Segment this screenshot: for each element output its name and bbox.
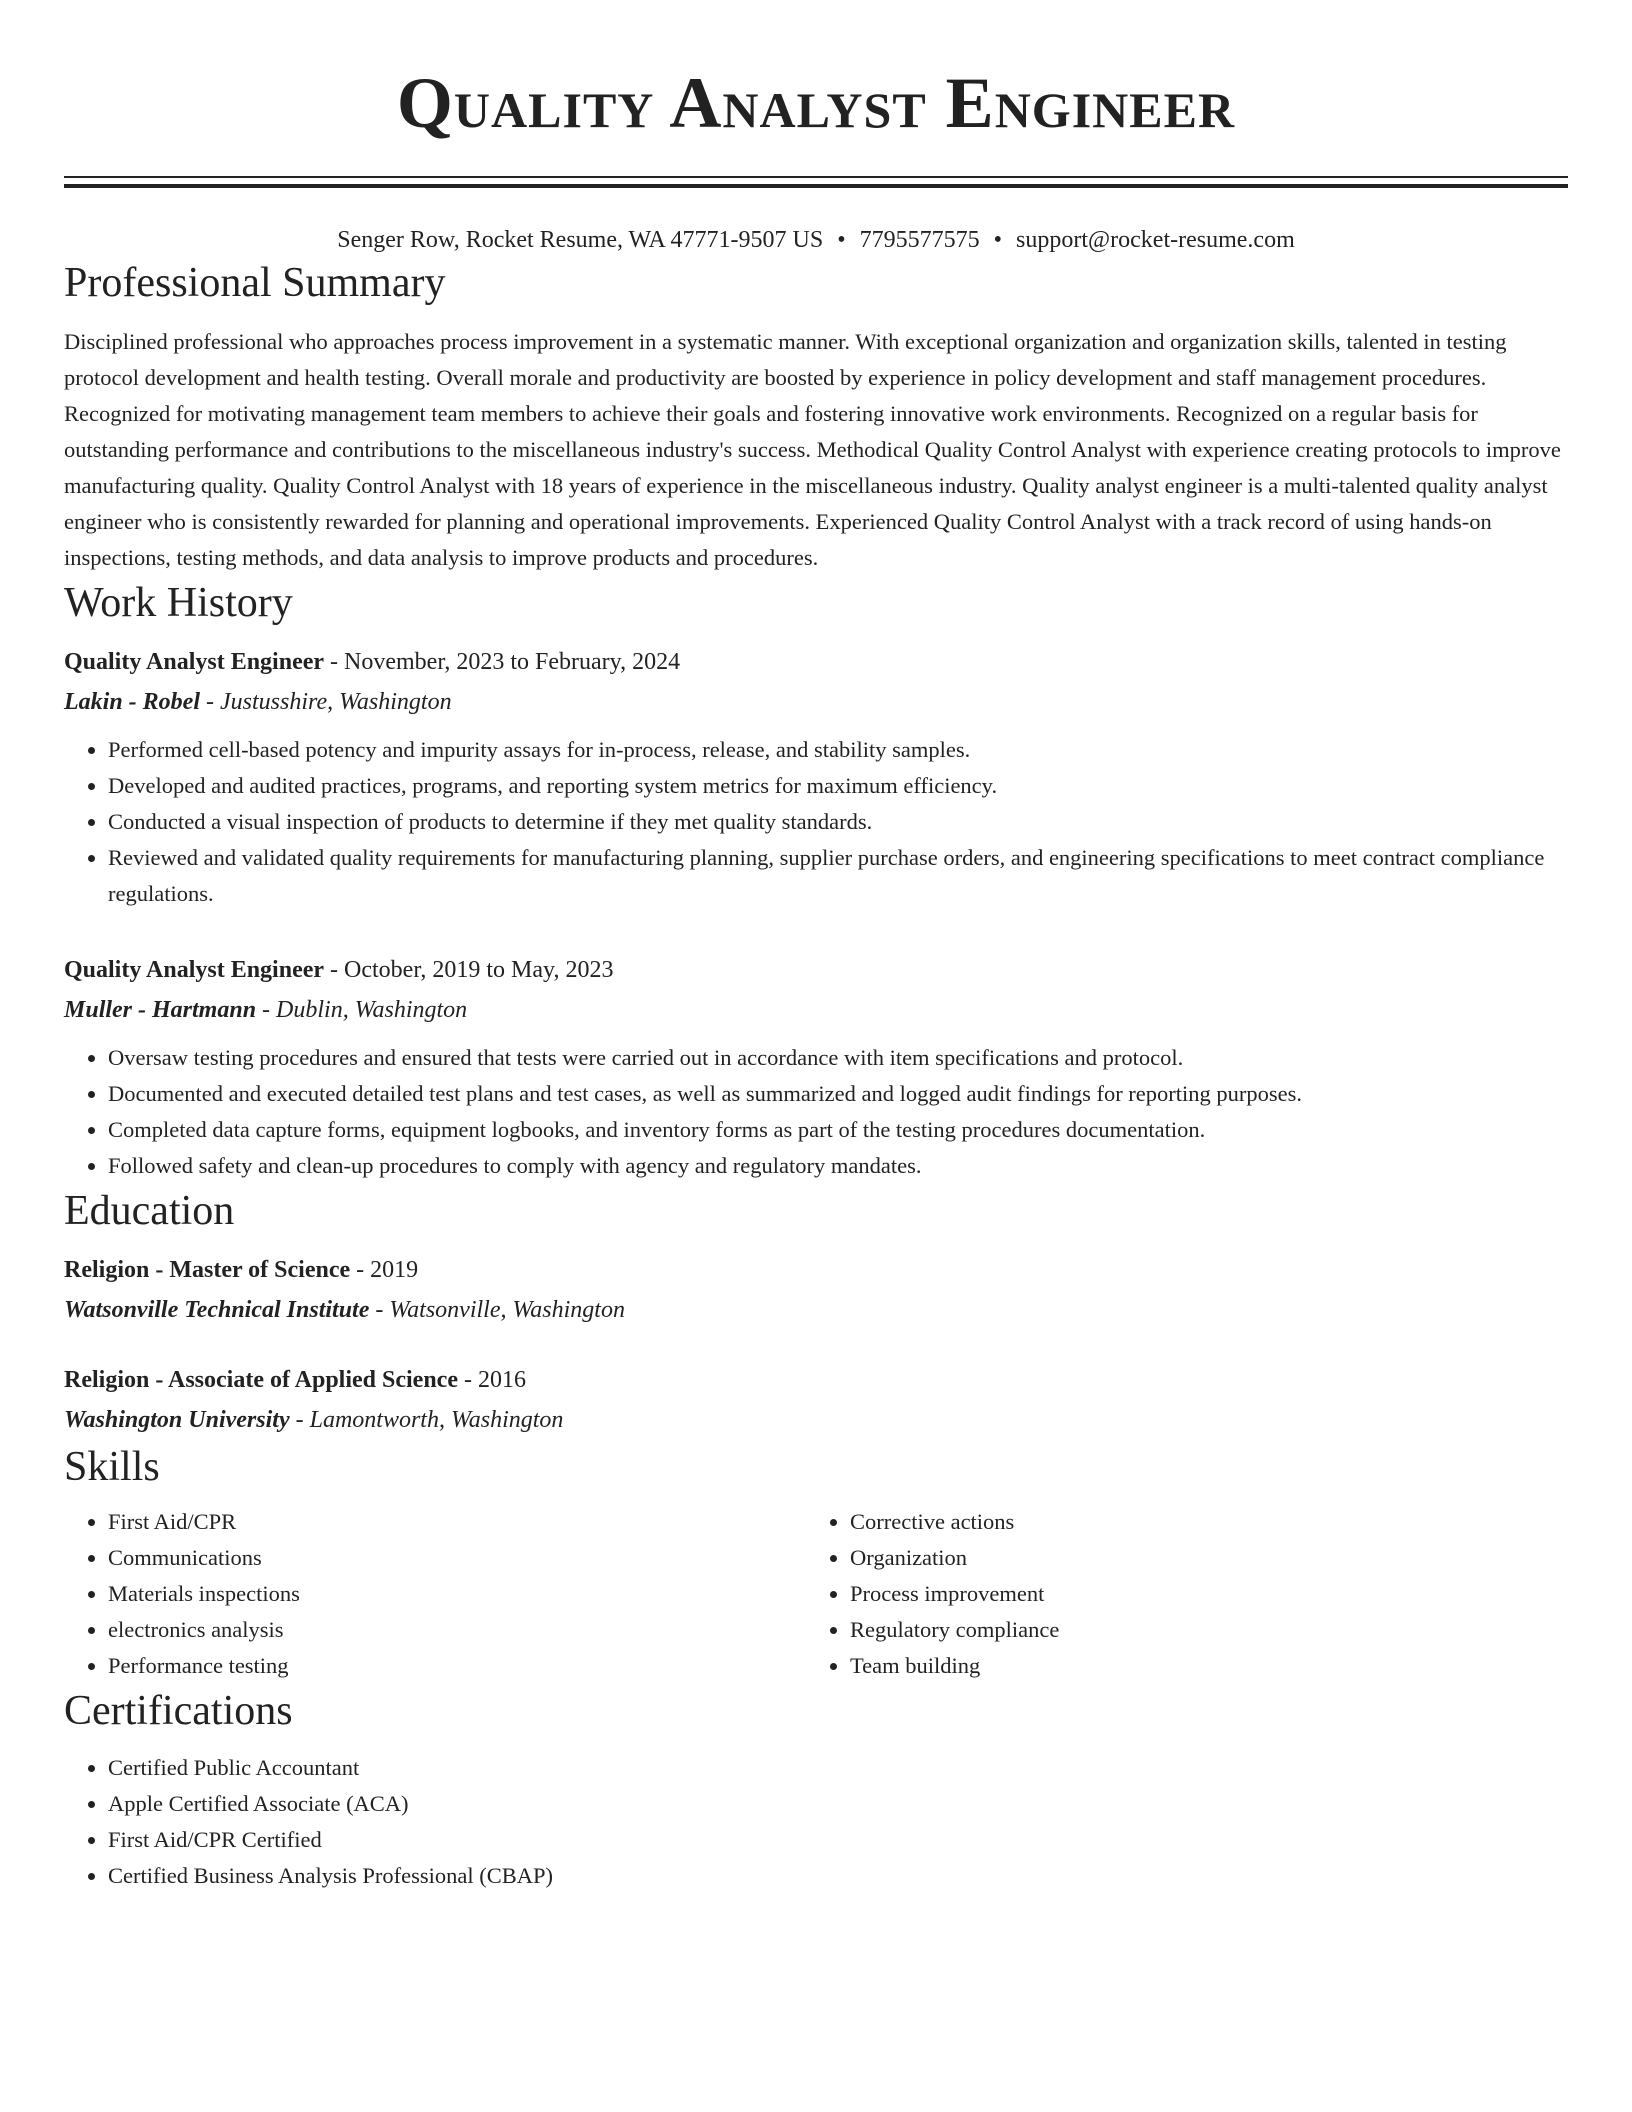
skill-item: • Organization <box>850 1540 1548 1576</box>
skill-item: • First Aid/CPR <box>108 1504 806 1540</box>
education-school-line <box>64 1290 1568 1330</box>
certifications <box>64 1750 1568 1894</box>
section-title-skills: Skills <box>64 1444 160 1490</box>
section-title-education: Education <box>64 1188 235 1234</box>
education-school-line <box>64 1400 1568 1440</box>
education-year: - 2019 <box>350 1257 419 1283</box>
certification-item: • Certified Public Accountant <box>108 1750 1568 1786</box>
job-heading <box>64 642 1568 682</box>
job-bullets <box>64 1040 1568 1184</box>
skill-item: • Communications <box>108 1540 806 1576</box>
job-bullet: • Developed and audited practices, programs, and reporting system metrics for maximum efficiency. <box>108 768 1568 804</box>
contact-address: Senger Row, Rocket Resume, WA 47771-9507 US <box>337 227 824 253</box>
certifications-list <box>64 1750 1568 1894</box>
skills-columns <box>64 1504 1568 1684</box>
education-degree: Religion - Master of Science <box>64 1257 351 1283</box>
job-bullet: • Oversaw testing procedures and ensured that tests were carried out in accordance with item specifications and protocol. <box>108 1040 1568 1076</box>
contact-line <box>64 224 1568 256</box>
education-entry <box>64 1360 1568 1440</box>
certification-item: • Certified Business Analysis Professional (CBAP) <box>108 1858 1568 1894</box>
education-entry <box>64 1250 1568 1330</box>
job-bullet: • Reviewed and validated quality requirements for manufacturing planning, supplier purchase orders, and engineering specifications to meet contract compliance regulations. <box>108 840 1568 912</box>
job-bullets <box>64 732 1568 912</box>
section-title-work-history: Work History <box>64 580 293 626</box>
job-location: - Dublin, Washington <box>256 997 468 1023</box>
job-employer: Muller - Hartmann <box>64 997 257 1023</box>
skills-list <box>806 1504 1548 1684</box>
skill-item: • Materials inspections <box>108 1576 806 1612</box>
job-bullet: • Documented and executed detailed test plans and test cases, as well as summarized and logged audit findings for reporting purposes. <box>108 1076 1568 1112</box>
education-heading <box>64 1360 1568 1400</box>
job-dates: - October, 2019 to May, 2023 <box>324 957 614 983</box>
contact-separator: • <box>993 227 1003 253</box>
job-bullet: • Followed safety and clean-up procedures to comply with agency and regulatory mandates. <box>108 1148 1568 1184</box>
job-employer: Lakin - Robel <box>64 689 200 715</box>
job-role: Quality Analyst Engineer <box>64 649 325 675</box>
skill-item: • Performance testing <box>108 1648 806 1684</box>
job-entry <box>64 950 1568 1184</box>
section-title-certifications: Certifications <box>64 1688 293 1734</box>
job-entry <box>64 642 1568 912</box>
education-school: Watsonville Technical Institute <box>64 1297 370 1323</box>
education-location: - Watsonville, Washington <box>369 1297 625 1323</box>
skill-item: • Corrective actions <box>850 1504 1548 1540</box>
job-employer-line <box>64 682 1568 722</box>
certification-item: • Apple Certified Associate (ACA) <box>108 1786 1568 1822</box>
education-degree: Religion - Associate of Applied Science <box>64 1367 458 1393</box>
job-bullet: • Completed data capture forms, equipment logbooks, and inventory forms as part of the testing procedures documentation. <box>108 1112 1568 1148</box>
skill-item: • Process improvement <box>850 1576 1548 1612</box>
job-employer-line <box>64 990 1568 1030</box>
education-heading <box>64 1250 1568 1290</box>
contact-email: support@rocket-resume.com <box>1016 227 1295 253</box>
contact-separator: • <box>837 227 846 253</box>
skill-item: • Team building <box>850 1648 1548 1684</box>
education-year: - 2016 <box>457 1367 526 1393</box>
summary-text: Disciplined professional who approaches process improvement in a systematic manner. With exceptional organization and organization skills, talented in testing protocol development and health testing. Overall morale and productivity are boosted by experience in policy development and staff management procedures. Recognized for motivating management team members to achieve their goals and fostering innovative work environments. Recognized on a regular basis for outstanding performance and contributions to the miscellaneous industry's success. Methodical Quality Control Analyst with experience creating protocols to improve manufacturing quality. Quality Control Analyst with 18 years of experience in the miscellaneous industry. Quality analyst engineer is a multi-talented quality analyst engineer who is consistently rewarded for planning and operational improvements. Experienced Quality Control Analyst with a track record of using hands-on inspections, testing methods, and data analysis to improve products and procedures. <box>64 329 1561 570</box>
skills-column-right <box>806 1504 1548 1684</box>
job-role: Quality Analyst Engineer <box>64 957 325 983</box>
education-location: - Lamontworth, Washington <box>289 1407 564 1433</box>
header-divider-thin <box>64 176 1568 178</box>
job-heading <box>64 950 1568 990</box>
education-school: Washington University <box>64 1407 290 1433</box>
resume-name: Quality Analyst Engineer <box>396 63 1236 143</box>
job-bullet: • Performed cell-based potency and impurity assays for in-process, release, and stability samples. <box>108 732 1568 768</box>
certification-item: • First Aid/CPR Certified <box>108 1822 1568 1858</box>
skills-list <box>64 1504 806 1684</box>
skills-column-left <box>64 1504 806 1684</box>
header-divider-thick <box>64 184 1568 188</box>
skill-item: • Regulatory compliance <box>850 1612 1548 1648</box>
job-location: - Justusshire, Washington <box>200 689 452 715</box>
job-dates: - November, 2023 to February, 2024 <box>324 649 681 675</box>
section-title-summary: Professional Summary <box>64 260 446 306</box>
skill-item: • electronics analysis <box>108 1612 806 1648</box>
job-bullet: • Conducted a visual inspection of products to determine if they met quality standards. <box>108 804 1568 840</box>
contact-phone: 7795577575 <box>859 227 980 253</box>
